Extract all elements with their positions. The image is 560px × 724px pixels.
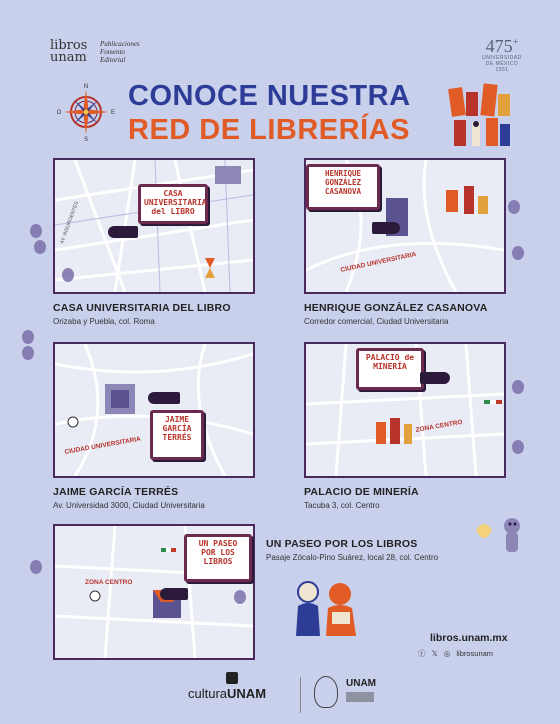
- map-casa-universitaria: [53, 158, 255, 294]
- footer-divider: [300, 677, 301, 713]
- anniversary-line-1: UNIVERSIDAD: [482, 55, 522, 61]
- anniversary-plus: +: [512, 37, 519, 48]
- tree-icon: [512, 246, 524, 260]
- tree-icon: [22, 330, 34, 344]
- logo-unam-word: unam: [50, 50, 87, 65]
- tree-icon: [34, 240, 46, 254]
- pointing-hand-icon: [160, 588, 188, 600]
- map-label-zona-centro: ZONA CENTRO: [415, 418, 464, 434]
- pointing-hand-icon: [108, 226, 138, 238]
- sign-palacio-mineria: PALACIO de MINERÍA: [356, 348, 424, 390]
- logo-libros-word: libros: [50, 38, 88, 53]
- tree-icon: [30, 560, 42, 574]
- cultura-logo-mark-icon: [226, 672, 238, 684]
- compass-e: E: [110, 110, 116, 116]
- sign-un-paseo: UN PASEO POR LOS LIBROS: [184, 534, 252, 582]
- anniversary-logo: [472, 34, 532, 73]
- facebook-icon[interactable]: ⓕ: [418, 649, 426, 658]
- unam-tagline-mark-icon: [346, 692, 374, 702]
- pointing-hand-icon: [148, 392, 180, 404]
- anniversary-line-2: DE MÉXICO: [485, 61, 519, 67]
- books-illustration-icon: [446, 78, 516, 150]
- store-address-3: Av. Universidad 3000, Ciudad Universitaria: [53, 501, 205, 510]
- cultura-unam-word: UNAM: [227, 686, 267, 701]
- store-name-2: HENRIQUE GONZÁLEZ CASANOVA: [304, 302, 488, 314]
- readers-illustration-icon: [288, 576, 368, 640]
- publisher-line-2: Fomento: [100, 48, 125, 56]
- store-address-4: Tacuba 3, col. Centro: [304, 501, 380, 510]
- cultura-word: cultura: [188, 686, 228, 701]
- title-line-1: CONOCE NUESTRA: [128, 80, 411, 112]
- store-name-4: PALACIO DE MINERÍA: [304, 486, 419, 498]
- tree-icon: [234, 590, 246, 604]
- tree-icon: [512, 380, 524, 394]
- store-address-5: Pasaje Zócalo-Pino Suárez, local 28, col. Centro: [266, 553, 439, 562]
- sign-henrique-gonzalez: HENRIQUE GONZÁLEZ CASANOVA: [306, 164, 380, 210]
- libros-unam-logo: [50, 40, 87, 64]
- anniversary-line-3: 1551: [495, 67, 509, 73]
- pointing-hand-icon: [420, 372, 450, 384]
- unam-shield-icon: [314, 676, 338, 708]
- store-name-1: CASA UNIVERSITARIA DEL LIBRO: [53, 302, 231, 314]
- map-label-ciudad-universitaria: CIUDAD UNIVERSITARIA: [339, 251, 417, 274]
- store-address-2: Corredor comercial, Ciudad Universitaria: [304, 317, 449, 326]
- publisher-line-3: Editorial: [100, 56, 126, 64]
- tree-icon: [512, 440, 524, 454]
- compass-s: S: [83, 137, 89, 142]
- unam-logo-text: UNAM: [346, 678, 376, 689]
- map-label-ciudad-universitaria: CIUDAD UNIVERSITARIA: [64, 435, 142, 456]
- tree-icon: [508, 200, 520, 214]
- cultura-unam-logo: [188, 686, 266, 701]
- compass-n: N: [83, 84, 89, 90]
- social-handle: librosunam: [456, 649, 494, 658]
- tree-icon: [30, 224, 42, 238]
- x-icon[interactable]: 𝕏: [431, 649, 438, 658]
- sign-casa-universitaria: CASA UNIVERSITARIA del LIBRO: [138, 184, 208, 224]
- store-address-1: Orizaba y Puebla, col. Roma: [53, 317, 155, 326]
- title-line-2: RED DE LIBRERÍAS: [128, 114, 410, 146]
- social-links: [418, 648, 493, 659]
- map-label-zona-centro: ZONA CENTRO: [85, 579, 133, 586]
- reader-characters-icon: [470, 512, 526, 556]
- map-label-insurgentes: AV. INSURGENTES: [59, 200, 81, 245]
- website-url[interactable]: libros.unam.mx: [430, 632, 508, 644]
- sign-jaime-garcia: JAIME GARCÍA TERRÉS: [150, 410, 204, 460]
- publisher-line-1: Publicaciones: [100, 40, 140, 48]
- instagram-icon[interactable]: ◎: [443, 649, 451, 658]
- tree-icon: [62, 268, 74, 282]
- publicaciones-logo: [100, 40, 160, 64]
- pointing-hand-icon: [372, 222, 400, 234]
- store-name-5: UN PASEO POR LOS LIBROS: [266, 538, 418, 550]
- compass-rose-icon: [56, 82, 116, 142]
- anniversary-number: 475: [485, 36, 513, 56]
- tree-icon: [22, 346, 34, 360]
- store-name-3: JAIME GARCÍA TERRÉS: [53, 486, 179, 498]
- compass-o: O: [56, 110, 62, 116]
